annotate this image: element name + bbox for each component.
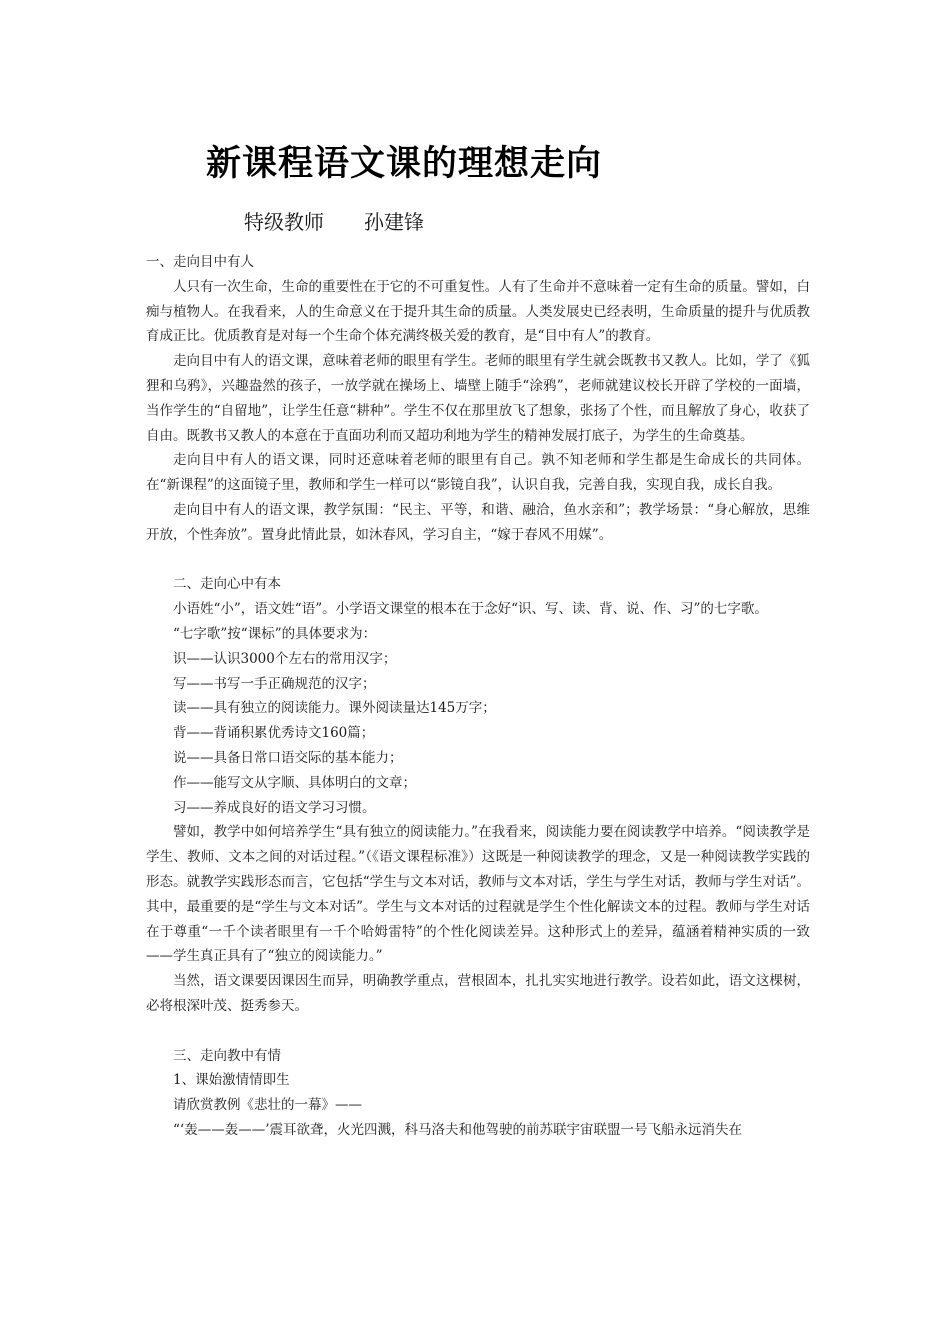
section1-paragraph-3: 走向目中有人的语文课，同时还意味着老师的眼里有自己。孰不知老师和学生都是生命成长的共同体。在“新课程”的这面镜子里，教师和学生一样可以“影镜自我”，认识自我，完善自我，实现自我，成长自我。 <box>146 452 810 494</box>
section2-list-item: 说——具备日常口语交际的基本能力； <box>173 749 403 766</box>
section2-paragraph-2: “七字歌”按“课标”的具体要求为： <box>173 625 377 642</box>
section2-list-item: 作——能写文从字顺、具体明白的文章； <box>173 774 416 791</box>
section2-paragraph-4: 当然，语文课要因课因生而异，明确教学重点，营根固本，扎扎实实地进行教学。设若如此，语文这棵树，必将根深叶茂、挺秀参天。 <box>146 973 810 1014</box>
section3-subheading-1: 1、课始激情情即生 <box>173 1072 290 1089</box>
author-line <box>244 206 424 235</box>
section2-list-item: 背——背诵积累优秀诗文160篇； <box>173 725 375 742</box>
blank-line <box>146 548 810 573</box>
section2-heading: 二、走向心中有本 <box>173 576 281 593</box>
section1-paragraph-1: 人只有一次生命，生命的重要性在于它的不可重复性。人有了生命并不意味着一定有生命的质量。譬如，白痴与植物人。在我看来，人的生命意义在于提升其生命的质量。人类发展史已经表明，生命质量的提升与优质教育成正比。优质教育是对每一个生命个体充满终极关爱的教育，是“目中有人”的教育。 <box>146 278 810 345</box>
section3-heading: 三、走向教中有情 <box>173 1047 281 1064</box>
section2-paragraph-1: 小语姓“小”，语文姓“语”。小学语文课堂的根本在于念好“识、写、读、背、说、作、习”的七字歌。 <box>173 601 768 618</box>
section1-paragraph-4: 走向目中有人的语文课，教学氛围：“民主、平等，和谐、融洽，鱼水亲和”；教学场景：“身心解放，思维开放，个性奔放”。置身此情此景，如沐春风，学习自主，“嫁于春风不用媒”。 <box>146 501 810 543</box>
author-name: 孙建锋 <box>364 210 424 234</box>
section2-list-item: 读——具有独立的阅读能力。课外阅读量达145万字； <box>173 700 496 717</box>
section2-list-item: 写——书写一手正确规范的汉字； <box>173 675 376 692</box>
document-title: 新课程语文课的理想走向 <box>206 143 603 184</box>
section3-paragraph-2: “‘轰——轰——’震耳欲聋，火光四溅，科马洛夫和他驾驶的前苏联宇宙联盟一号飞船永远消失在 <box>173 1121 742 1138</box>
section1-paragraph-2: 走向目中有人的语文课，意味着老师的眼里有学生。老师的眼里有学生就会既教书又教人。比如，学了《狐狸和乌鸦》，兴趣盎然的孩子，一放学就在操场上、墙壁上随手“涂鸦”，老师就建议校长开辟了学校的一面墙，当作学生的“自留地”，让学生任意“耕种”。学生不仅在那里放飞了想象，张扬了个性，而且解放了身心，收获了自由。既教书又教人的本意在于直面功利而又超功利地为学生的精神发展打底子，为学生的生命奠基。 <box>146 353 810 444</box>
section3-paragraph-1: 请欣赏教例《悲壮的一幕》—— <box>173 1097 362 1114</box>
section2-list-item: 习——养成良好的语文学习习惯。 <box>173 799 376 816</box>
section2-list-item: 识——认识3000个左右的常用汉字； <box>173 650 397 667</box>
document-body <box>146 250 810 1143</box>
blank-line <box>146 1019 810 1044</box>
section2-paragraph-3: 譬如，教学中如何培养学生“具有独立的阅读能力。”在我看来，阅读能力要在阅读教学中培养。“阅读教学是学生、教师、文本之间的对话过程。”（《语文课程标准》）这既是一种阅读教学的理念，又是一种阅读教学实践的形态。就教学实践形态而言，它包括“学生与文本对话，教师与文本对话，学生与学生对话，教师与学生对话”。其中，最重要的是“学生与文本对话”。学生与文本对话的过程就是学生个性化解读文本的过程。教师与学生对话在于尊重“一千个读者眼里有一千个哈姆雷特”的个性化阅读差异。这种形式上的差异，蕴涵着精神实质的一致——学生真正具有了“独立的阅读能力。” <box>146 824 810 965</box>
author-role: 特级教师 <box>244 210 324 234</box>
section1-heading: 一、走向目中有人 <box>146 254 254 270</box>
